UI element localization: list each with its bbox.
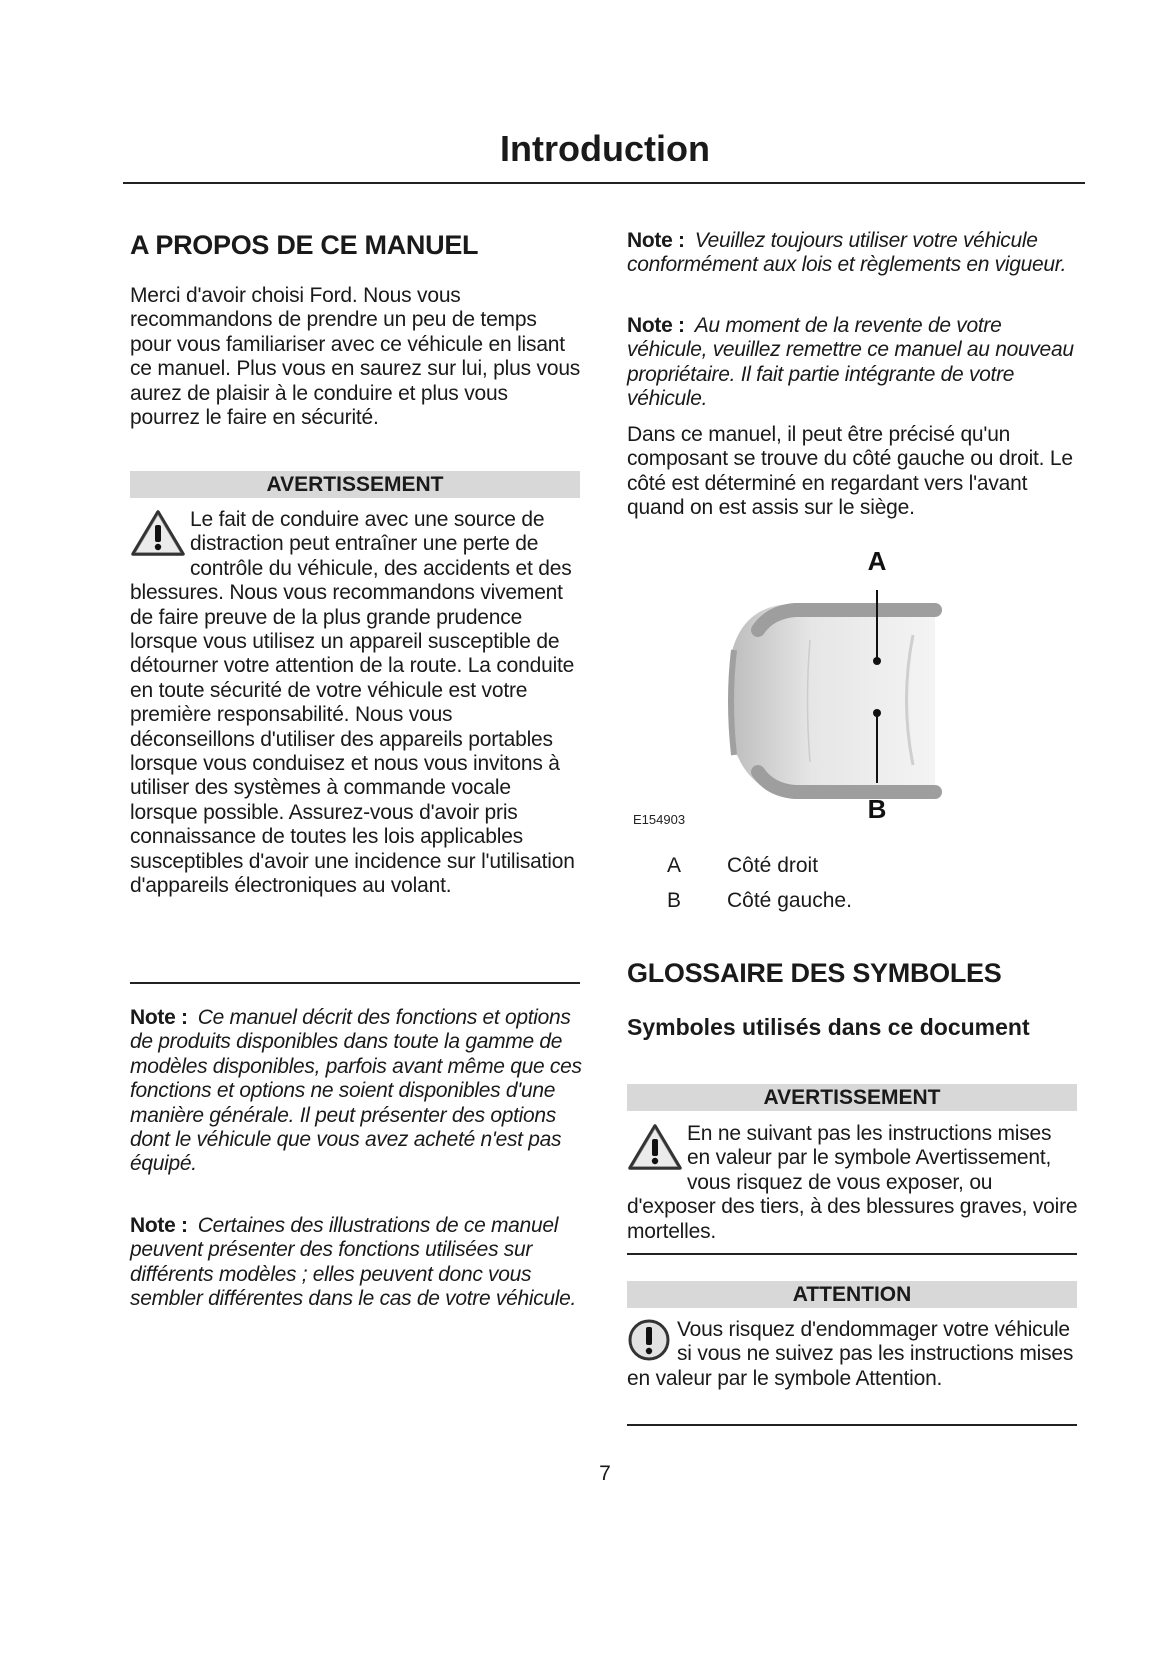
- note-text: Certaines des illustrations de ce manuel peuvent présenter des fonctions utilisées sur différents modèles ; elles peuvent donc vous sembler différentes dans le cas de votre véhicule.: [130, 1214, 577, 1311]
- note-label: Note :: [627, 314, 685, 337]
- legend-text: Côté gauche.: [727, 889, 852, 912]
- caution-banner: ATTENTION: [627, 1281, 1077, 1308]
- note-label: Note :: [627, 229, 685, 252]
- note-illustrations: [130, 1214, 582, 1312]
- note-text: Au moment de la revente de votre véhicule, veuillez remettre ce manuel au nouveau propriétaire. Il fait partie intégrante de votre véhicule.: [627, 314, 1074, 411]
- legend-text: Côté droit: [727, 854, 819, 877]
- warning-block: [130, 508, 582, 899]
- header-divider: [123, 182, 1085, 184]
- warning-banner: AVERTISSEMENT: [130, 471, 580, 498]
- section-heading-about: A PROPOS DE CE MANUEL: [130, 230, 479, 260]
- divider: [627, 1424, 1077, 1426]
- legend-row: [667, 889, 852, 913]
- warning-triangle-icon: [130, 508, 186, 560]
- note-laws: [627, 229, 1079, 278]
- car-top-view-illustration: [630, 540, 1010, 840]
- side-paragraph: Dans ce manuel, il peut être précisé qu'un composant se trouve du côté gauche ou droit. Le côté est déterminé en regardant vers l'avant quand on est assis sur le siège.: [627, 423, 1073, 520]
- note-resale: [627, 314, 1079, 412]
- note-text: Veuillez toujours utiliser votre véhicule conformément aux lois et règlements en vigueur.: [627, 229, 1067, 277]
- legend-key: A: [667, 854, 682, 877]
- divider: [627, 1253, 1077, 1255]
- car-side-figure: [630, 540, 1010, 840]
- note-features: [130, 1006, 582, 1177]
- caution-text: Vous risquez d'endommager votre véhicule si vous ne suivez pas les instructions mises en valeur par le symbole Attention.: [627, 1318, 1074, 1390]
- warning-triangle-icon: [627, 1122, 683, 1174]
- warning-text: En ne suivant pas les instructions mises en valeur par le symbole Avertissement, vous risquez de vous exposer, ou d'exposer des tiers, à des blessures graves, voire mortelles.: [627, 1122, 1078, 1243]
- page-title: Introduction: [500, 128, 710, 169]
- figure-label-a: A: [867, 546, 887, 576]
- warning-text: Le fait de conduire avec une source de distraction peut entraîner une perte de contrôle du véhicule, des accidents et des blessures. Nous vous recommandons vivement de faire preuve de la plus grande prudence lorsque vous utilisez un appareil susceptible de détourner votre attention de la route. La conduite en toute sécurité de votre véhicule est votre première responsabilité. Nous vous déconseillons d'utiliser des appareils portables lorsque vous conduisez et nous vous invitons à utiliser des systèmes à commande vocale lorsque possible. Assurez-vous d'avoir pris connaissance de toutes les lois applicables susceptibles d'avoir une incidence sur l'utilisation d'appareils électroniques au volant.: [130, 508, 575, 898]
- legend-key: B: [667, 889, 682, 912]
- figure-code: E154903: [633, 812, 686, 827]
- subheading-symbols: Symboles utilisés dans ce document: [627, 1014, 1030, 1040]
- figure-label-b: B: [867, 794, 887, 824]
- divider: [130, 982, 580, 984]
- caution-block: [627, 1318, 1079, 1391]
- page-number: 7: [599, 1462, 611, 1485]
- section-heading-glossary: GLOSSAIRE DES SYMBOLES: [627, 958, 1002, 988]
- caution-exclamation-icon: [627, 1318, 673, 1364]
- warning-banner: AVERTISSEMENT: [627, 1084, 1077, 1111]
- note-text: Ce manuel décrit des fonctions et options de produits disponibles dans toute la gamme de modèles disponibles, parfois avant même que ces fonctions et options ne soient disponibles d'une manière générale. Il peut présenter des options dont le véhicule que vous avez acheté n'est pas équipé.: [130, 1006, 582, 1176]
- intro-paragraph: Merci d'avoir choisi Ford. Nous vous recommandons de prendre un peu de temps pour vous familiariser avec ce véhicule en lisant ce manuel. Plus vous en saurez sur lui, plus vous aurez de plaisir à le conduire et plus vous pourrez le faire en sécurité.: [130, 284, 581, 430]
- warning-block: [627, 1122, 1079, 1244]
- note-label: Note :: [130, 1214, 188, 1237]
- legend-row: [667, 854, 818, 878]
- note-label: Note :: [130, 1006, 188, 1029]
